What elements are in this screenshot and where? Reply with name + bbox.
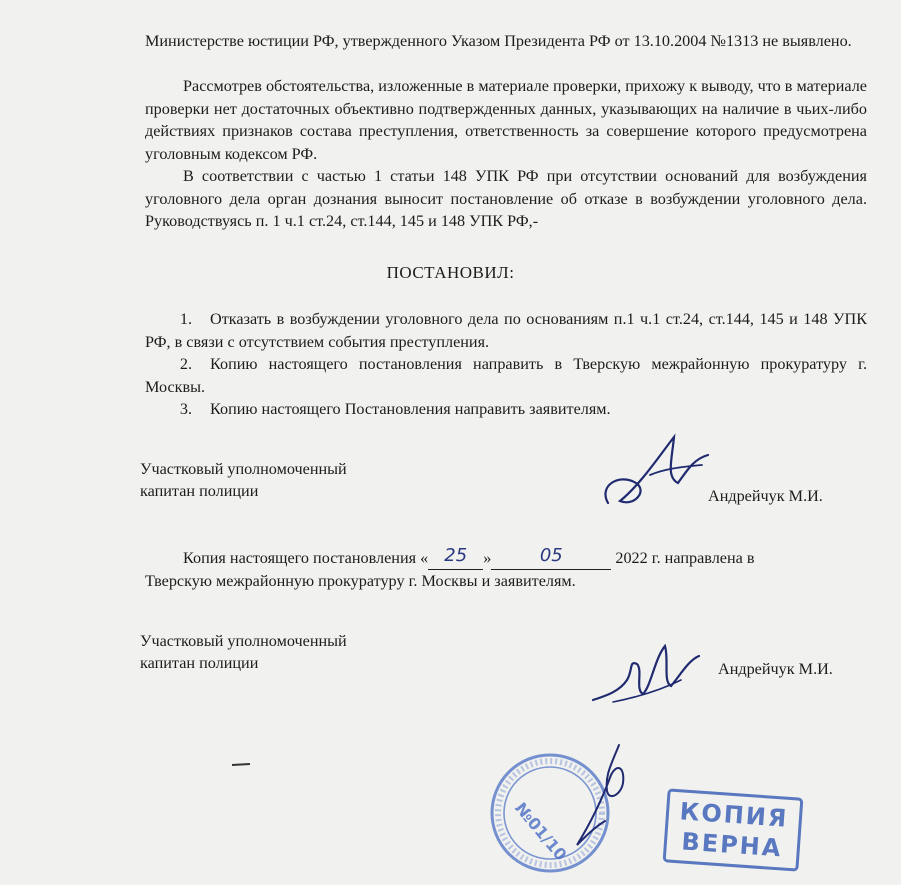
open-quote: « — [420, 549, 429, 567]
handwritten-day: 25 — [444, 545, 468, 566]
handwritten-signature-1 — [590, 425, 720, 515]
copy-notice-line2: Тверскую межрайонную прокуратуру г. Москвы и заявителям. — [145, 571, 576, 590]
signatory-title-2 — [140, 630, 347, 674]
handwritten-month: 05 — [539, 545, 563, 566]
resolution-item-3 — [145, 398, 867, 421]
stamp-line-1: КОПИЯ — [678, 797, 790, 833]
resolution-item-1 — [145, 308, 867, 353]
stamp-line-2: ВЕРНА — [680, 827, 784, 863]
item-text: Копию настоящего Постановления направить заявителям. — [210, 400, 611, 418]
pen-mark — [230, 760, 260, 770]
item-number: 2. — [179, 355, 192, 373]
day-field — [428, 545, 483, 570]
paragraph-3-text: В соответствии с частью 1 статьи 148 УПК РФ при отсутствии оснований для возбуждения уголовного дела орган дознания выносит постановление об отказе в возбуждении уголовного дела. Руководствуясь п. 1 ч.1 ст.24, ст.144, 145 и 148 УПК РФ,- — [145, 167, 867, 231]
paragraph-2-text: Рассмотрев обстоятельства, изложенные в материале проверки, прихожу к выводу, что в материале проверки нет достаточных объективно подтвержденных данных, указывающих на наличие в чьих-либо действиях признаков состава преступления, ответственность за совершение которого предусмотрена уголовным кодексом РФ. — [145, 77, 867, 163]
copy-certified-stamp — [663, 788, 804, 871]
svg-text:№01/10: №01/10 — [511, 798, 571, 865]
signatory-title-1 — [140, 458, 347, 502]
signatory-name-1: Андрейчук М.И. — [708, 487, 823, 505]
resolution-heading: ПОСТАНОВИЛ: — [386, 263, 515, 282]
item-number: 1. — [179, 310, 192, 328]
signatory-rank: капитан полиции — [140, 482, 259, 500]
signatory-position: Участковый уполномоченный — [140, 632, 347, 650]
handwritten-signature-2 — [585, 630, 715, 720]
signatory-position: Участковый уполномоченный — [140, 460, 347, 478]
close-quote: » — [483, 549, 492, 567]
month-field — [491, 545, 611, 570]
copy-notice — [145, 547, 867, 592]
handwritten-signature-3 — [565, 735, 645, 865]
item-text: Отказать в возбуждении уголовного дела по основаниям п.1 ч.1 ст.24, ст.144, 145 и 148 УПК РФ, в связи с отсутствием события преступления. — [145, 310, 867, 351]
signatory-rank: капитан полиции — [140, 654, 259, 672]
resolution-item-2 — [145, 353, 867, 398]
paragraph-2 — [145, 75, 867, 165]
paragraph-1-text: Министерстве юстиции РФ, утвержденного Указом Президента РФ от 13.10.2004 №1313 не выявлено. — [145, 32, 852, 50]
copy-notice-prefix: Копия настоящего постановления — [183, 549, 417, 567]
paragraph-1 — [145, 30, 867, 53]
paragraph-3 — [145, 165, 867, 233]
item-number: 3. — [179, 400, 192, 418]
signatory-name-2: Андрейчук М.И. — [718, 660, 833, 678]
copy-notice-year: 2022 г. направлена в — [615, 549, 755, 567]
item-text: Копию настоящего постановления направить в Тверскую межрайонную прокуратуру г. Москвы. — [145, 355, 867, 396]
